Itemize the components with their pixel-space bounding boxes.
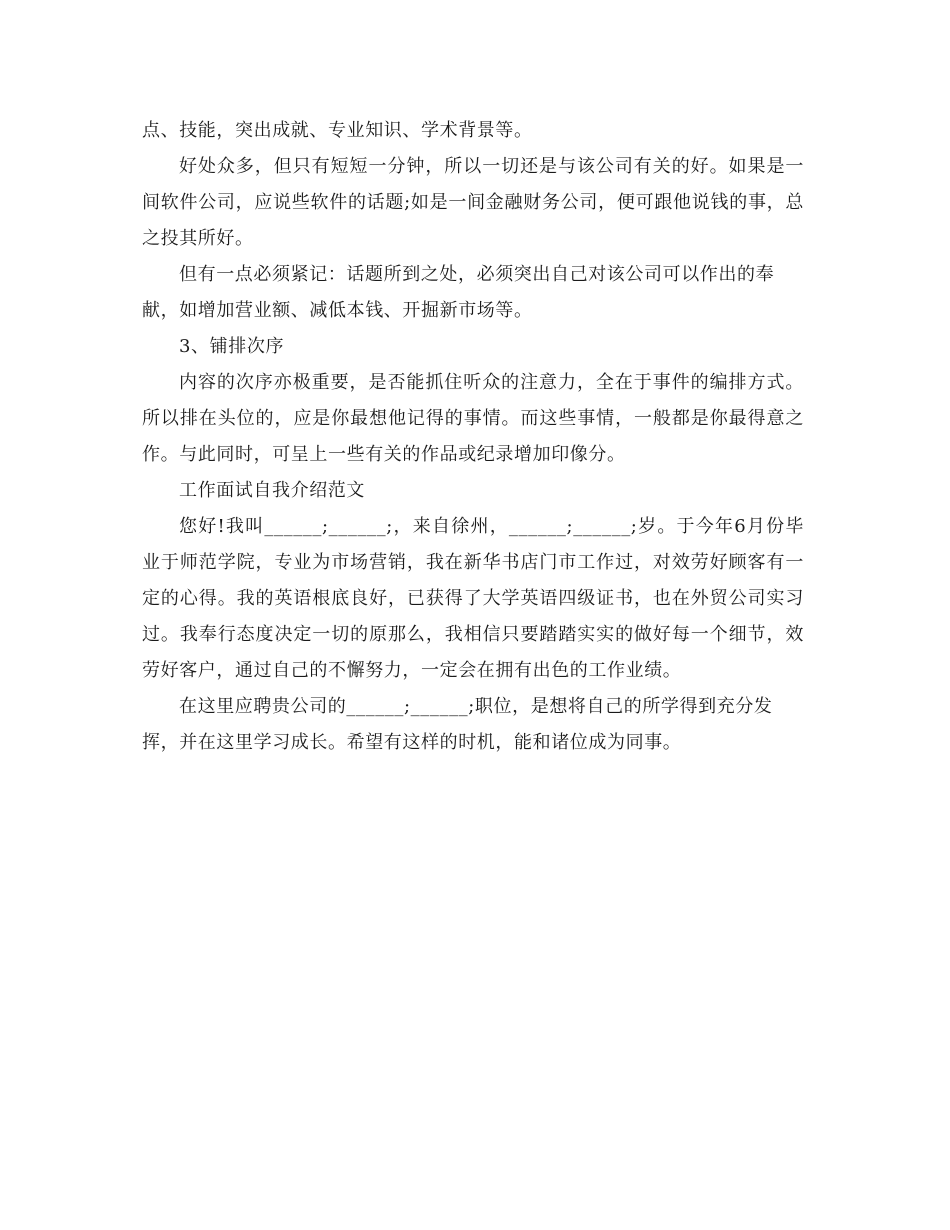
text-line: 过。我奉行态度决定一切的原那么，我相信只要踏踏实实的做好每一个细节，效: [142, 624, 804, 645]
text-line: 点、技能，突出成就、专业知识、学术背景等。: [142, 120, 533, 141]
text-line: 内容的次序亦极重要，是否能抓住听众的注意力，全在于事件的编排方式。: [179, 372, 804, 393]
text-line: 挥，并在这里学习成长。希望有这样的时机，能和诸位成为同事。: [142, 732, 682, 753]
text-line: 间软件公司，应说些软件的话题;如是一间金融财务公司，便可跟他说钱的事，总: [142, 192, 804, 213]
paragraph: [142, 257, 804, 329]
paragraph: [142, 113, 804, 149]
text-line: 业于师范学院，专业为市场营销，我在新华书店门市工作过，对效劳好顾客有一: [142, 552, 804, 573]
paragraph: [142, 149, 804, 257]
text-line: 作。与此同时，可呈上一些有关的作品或纪录增加印像分。: [142, 444, 626, 465]
text-line: 但有一点必须紧记：话题所到之处，必须突出自己对该公司可以作出的奉: [179, 264, 775, 285]
text-line: 您好!我叫______;______;，来自徐州，______;______;岁。于今年6月份毕: [179, 516, 804, 537]
text-line: 献，如增加营业额、减低本钱、开掘新市场等。: [142, 300, 533, 321]
text-line: 所以排在头位的，应是你最想他记得的事情。而这些事情，一般都是你最得意之: [142, 408, 804, 429]
document-page: [142, 113, 804, 761]
heading-text: 3、铺排次序: [179, 336, 285, 357]
text-line: 定的心得。我的英语根底良好，已获得了大学英语四级证书，也在外贸公司实习: [142, 588, 804, 609]
section-heading: [142, 329, 804, 365]
text-line: 劳好客户，通过自己的不懈努力，一定会在拥有出色的工作业绩。: [142, 660, 682, 681]
paragraph: [142, 509, 804, 689]
paragraph: [142, 689, 804, 761]
heading-text: 工作面试自我介绍范文: [179, 480, 365, 501]
paragraph: [142, 365, 804, 473]
text-line: 好处众多，但只有短短一分钟，所以一切还是与该公司有关的好。如果是一: [179, 156, 804, 177]
section-heading: [142, 473, 804, 509]
text-line: 在这里应聘贵公司的______;______;职位，是想将自己的所学得到充分发: [179, 696, 773, 717]
text-line: 之投其所好。: [142, 228, 254, 249]
